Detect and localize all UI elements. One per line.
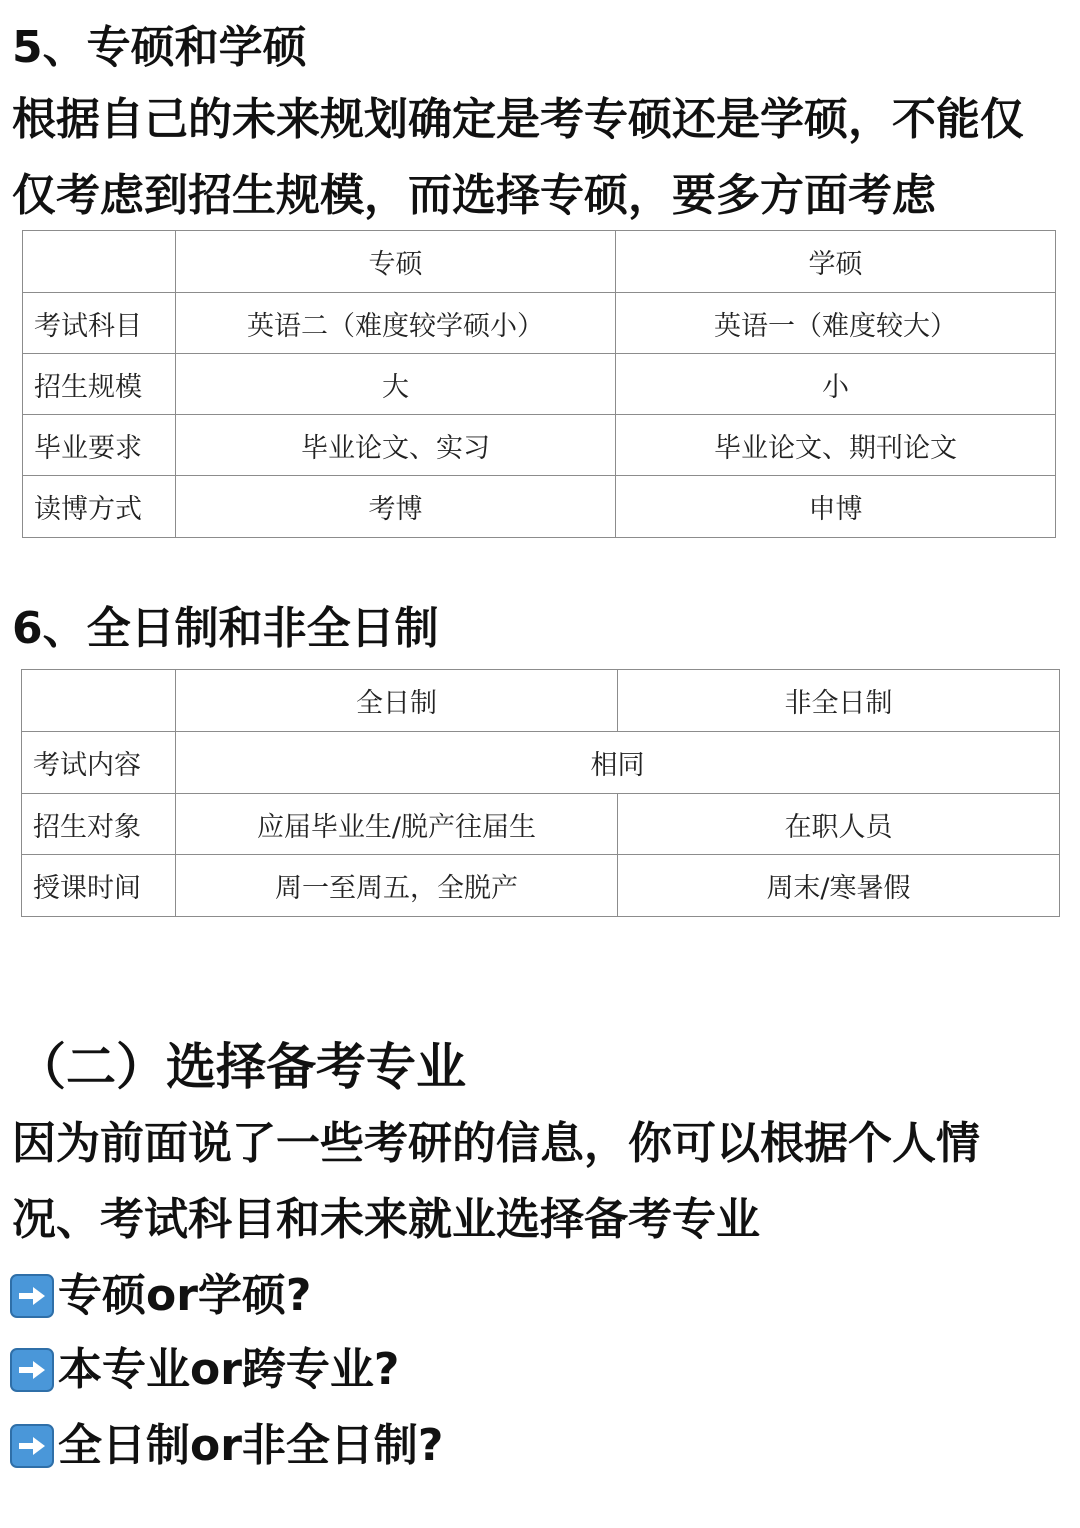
section-5-intro-line-2: 仅考虑到招生规模，而选择专硕，要多方面考虑	[12, 170, 936, 221]
row-label: 授课时间	[22, 855, 176, 917]
table-header-cell-empty	[22, 670, 176, 732]
table-cell: 在职人员	[618, 794, 1060, 855]
table-cell: 毕业论文、期刊论文	[616, 415, 1056, 476]
table-row	[23, 293, 1056, 354]
right-arrow-emoji-icon	[10, 1274, 54, 1318]
row-label: 读博方式	[23, 476, 176, 538]
row-label: 招生规模	[23, 354, 176, 415]
table-cell: 考博	[176, 476, 616, 538]
right-arrow-emoji-icon	[10, 1348, 54, 1392]
bullet-text: 本专业or跨专业?	[58, 1344, 400, 1395]
table-row	[22, 855, 1060, 917]
table-header-cell-full-time: 全日制	[176, 670, 618, 732]
bullet-text: 全日制or非全日制?	[58, 1420, 444, 1471]
choose-major-intro-line-1: 因为前面说了一些考研的信息，你可以根据个人情	[12, 1118, 980, 1169]
bullet-text: 专硕or学硕?	[58, 1270, 312, 1321]
table-cell: 毕业论文、实习	[176, 415, 616, 476]
table-cell: 周末/寒暑假	[618, 855, 1060, 917]
choose-major-intro-line-2: 况、考试科目和未来就业选择备考专业	[12, 1194, 760, 1245]
table-header-row	[22, 670, 1060, 732]
bullet-item	[10, 1344, 400, 1395]
table-row	[23, 354, 1056, 415]
table-row	[22, 732, 1060, 794]
table-cell: 英语一（难度较大）	[616, 293, 1056, 354]
table-cell-merged: 相同	[176, 732, 1060, 794]
table-header-cell-empty	[23, 231, 176, 293]
row-label: 毕业要求	[23, 415, 176, 476]
bullet-item	[10, 1270, 312, 1321]
study-mode-table	[21, 669, 1060, 917]
table-row	[23, 415, 1056, 476]
table-cell: 周一至周五，全脱产	[176, 855, 618, 917]
table-cell: 小	[616, 354, 1056, 415]
table-cell: 大	[176, 354, 616, 415]
table-row	[22, 794, 1060, 855]
right-arrow-emoji-icon	[10, 1424, 54, 1468]
table-row	[23, 476, 1056, 538]
table-header-cell-academic: 学硕	[616, 231, 1056, 293]
choose-major-heading: （二）选择备考专业	[16, 1038, 466, 1096]
section-5-intro-line-1: 根据自己的未来规划确定是考专硕还是学硕，不能仅	[12, 94, 1024, 145]
table-header-cell-professional: 专硕	[176, 231, 616, 293]
table-cell: 英语二（难度较学硕小）	[176, 293, 616, 354]
table-header-cell-part-time: 非全日制	[618, 670, 1060, 732]
row-label: 考试内容	[22, 732, 176, 794]
row-label: 考试科目	[23, 293, 176, 354]
table-header-row	[23, 231, 1056, 293]
section-5-heading: 5、专硕和学硕	[12, 22, 307, 73]
table-cell: 应届毕业生/脱产往届生	[176, 794, 618, 855]
degree-comparison-table	[22, 230, 1056, 538]
table-cell: 申博	[616, 476, 1056, 538]
section-6-heading: 6、全日制和非全日制	[12, 603, 439, 654]
row-label: 招生对象	[22, 794, 176, 855]
bullet-item	[10, 1420, 444, 1471]
